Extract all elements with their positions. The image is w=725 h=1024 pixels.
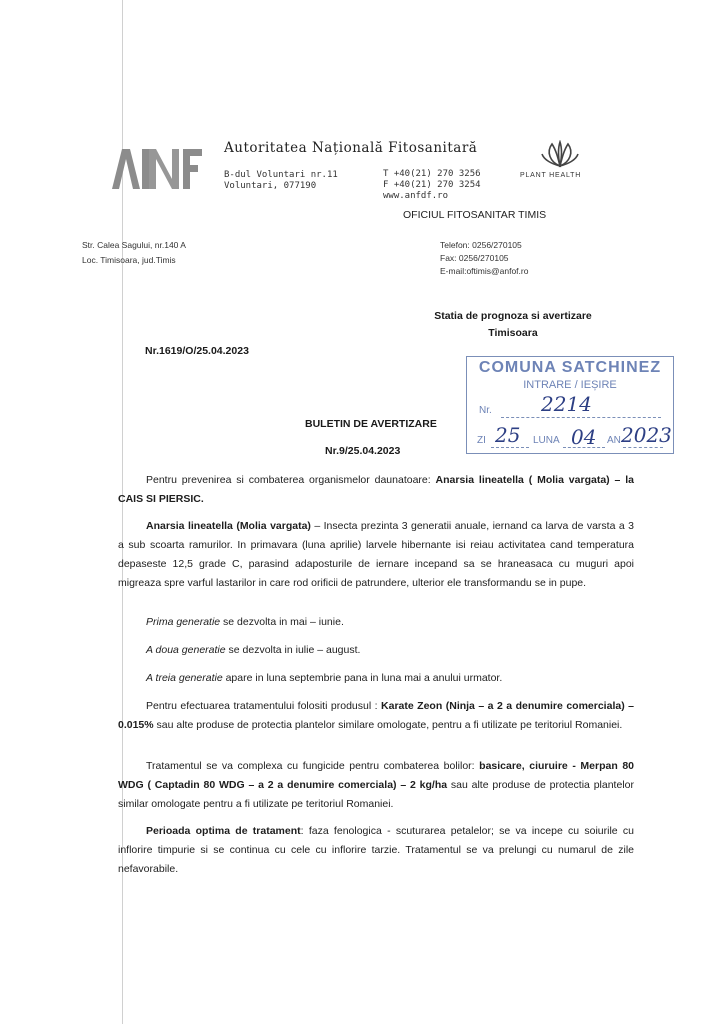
station-heading	[418, 308, 608, 342]
anf-contact	[383, 169, 481, 202]
fungicide-text2: sau alte produse de protectia plantelor similar omologate pentru a fi utilizate pe teritoriul Romaniei.	[118, 779, 634, 810]
reference-number: Nr.1619/O/25.04.2023	[145, 345, 249, 357]
stamp-zi-label: ZI	[477, 435, 486, 446]
gen2-label: A doua generatie	[146, 644, 226, 656]
anf-address	[224, 170, 338, 192]
treatment-text1: Pentru efectuarea tratamentului folositi produsul :	[146, 700, 382, 712]
fungicide-product: basicare, ciuruire - Merpan 80 WDG ( Captadin 80 WDG – a 2 a denumire comerciala) – 2 kg/ha	[118, 760, 634, 791]
paragraph-fungicide	[118, 757, 634, 814]
anf-address-line2: Voluntari, 077190	[224, 181, 317, 191]
office-city: Loc. Timisoara, jud.Timis	[82, 255, 176, 265]
paragraph-intro	[118, 471, 634, 509]
stamp-nr-label: Nr.	[479, 405, 492, 416]
anf-website: www.anfdf.ro	[383, 191, 449, 201]
pest-name: Anarsia lineatella (Molia vargata)	[146, 520, 311, 532]
office-phone: Telefon: 0256/270105	[440, 240, 522, 250]
stamp-luna-value: 04	[571, 425, 597, 449]
period-label: Perioada optima de tratament	[146, 825, 301, 837]
stamp-subtitle: INTRARE / IEȘIRE	[523, 379, 617, 391]
registration-stamp	[466, 356, 674, 454]
stamp-an-value: 2023	[621, 423, 672, 447]
gen1-text: se dezvolta in mai – iunie.	[220, 616, 344, 628]
stamp-nr-line	[501, 417, 661, 418]
office-fax: Fax: 0256/270105	[440, 253, 509, 263]
bulletin-title: BULETIN DE AVERTIZARE	[305, 418, 437, 430]
paragraph-generation-2	[118, 641, 634, 660]
paragraph-treatment-product	[118, 697, 634, 735]
anf-address-line1: B-dul Voluntari nr.11	[224, 170, 338, 180]
anf-fax: F +40(21) 270 3254	[383, 180, 481, 190]
stamp-nr-value: 2214	[541, 392, 592, 416]
office-street: Str. Calea Sagului, nr.140 A	[82, 240, 186, 250]
plant-health-text: PLANT HEALTH	[520, 172, 582, 179]
paragraph-treatment-period	[118, 822, 634, 879]
paragraph-pest-description	[118, 517, 634, 593]
treatment-text2: sau alte produse de protectia plantelor similare omologate, pentru a fi utilizate pe teritoriul Romaniei.	[153, 719, 623, 731]
stamp-title: COMUNA SATCHINEZ	[478, 359, 662, 376]
treatment-product: Karate Zeon (Ninja – a 2 a denumire comerciala) – 0.015%	[118, 700, 635, 731]
stamp-luna-label: LUNA	[533, 435, 560, 446]
paragraph-generation-3	[118, 669, 634, 688]
stamp-zi-line	[491, 447, 529, 448]
station-line2: Timisoara	[488, 327, 538, 339]
org-name: Autoritatea Națională Fitosanitară	[224, 140, 478, 156]
stamp-zi-value: 25	[495, 423, 521, 447]
plant-health-logo-icon	[540, 140, 580, 168]
anf-phone: T +40(21) 270 3256	[383, 169, 481, 179]
paragraph-generation-1	[118, 613, 634, 632]
office-email: E-mail:oftimis@anfof.ro	[440, 266, 529, 276]
pest-description: – Insecta prezinta 3 generatii anuale, iernand ca larva de varsta a 3 a sub scoarta ramurilor. In primavara (luna aprilie) larvele hibernante isi reiau activitatea cand temperatura depaseste 12,5 grade C, parasind adaposturile de iernare incepand sa se hraneasaca cu muguri apoi migreaza spre varful lastarilor in care rod orificii de patrundere, ulterior ele transformandu se in pupe.	[118, 520, 634, 589]
office-title: OFICIUL FITOSANITAR TIMIS	[403, 209, 547, 221]
period-text: : faza fenologica - scuturarea petalelor; se va incepe cu soiurile cu inflorire timpurie si se continua cu cele cu inflorire tarzie. Tratamentul se va prelungi cu numarul de zile nefavorabile.	[118, 825, 634, 875]
station-line1: Statia de prognoza si avertizare	[434, 310, 592, 322]
fungicide-text1: Tratamentul se va complexa cu fungicide pentru combaterea bolilor:	[146, 760, 480, 772]
gen3-text: apare in luna septembrie pana in luna mai a anului urmator.	[222, 672, 503, 684]
stamp-an-line	[623, 447, 663, 448]
anf-logo	[112, 143, 202, 191]
gen1-label: Prima generatie	[146, 616, 221, 628]
intro-text: Pentru prevenirea si combaterea organismelor daunatoare:	[146, 474, 436, 486]
stamp-an-label: AN	[607, 435, 621, 446]
gen2-text: se dezvolta in iulie – august.	[225, 644, 361, 656]
bulletin-number: Nr.9/25.04.2023	[325, 445, 401, 457]
intro-pest: Anarsia lineatella ( Molia vargata) – la CAIS SI PIERSIC.	[118, 474, 634, 505]
gen3-label: A treia generatie	[146, 672, 223, 684]
